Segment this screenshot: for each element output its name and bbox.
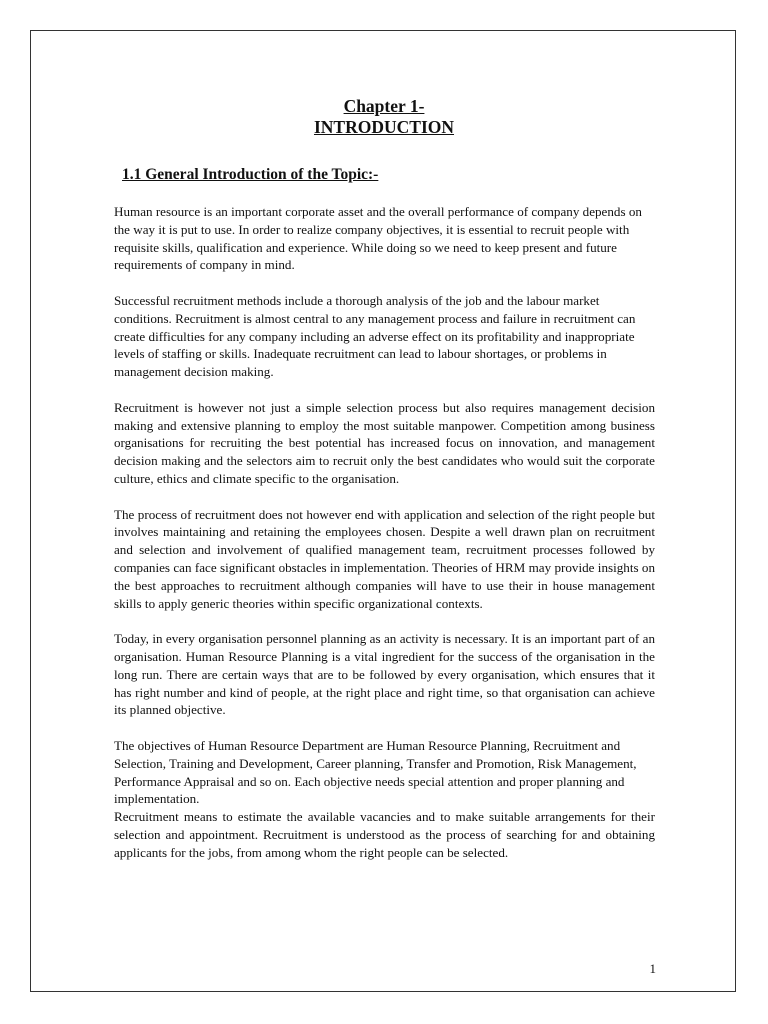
page-number: 1 (649, 961, 656, 976)
chapter-title: INTRODUCTION (313, 117, 455, 137)
paragraph-7: Recruitment means to estimate the available vacancies and to make suitable arrangements for their selection and appointment. Recruitment is understood as the process of searching for and obtaining applicants for the jobs, from among whom the right people can be selected. (114, 809, 655, 860)
paragraph-3: Recruitment is however not just a simple selection process but also requires management decision making and extensive planning to employ the most suitable manpower. Competition among business organisations for recruiting the best potential has increased focus on innovation, and management decision making and the selectors aim to recruit only the best candidates who would suit the corporate culture, ethics and climate specific to the organisation. (114, 399, 655, 486)
section-heading: 1.1 General Introduction of the Topic:- (122, 166, 379, 183)
paragraph-5: Today, in every organisation personnel planning as an activity is necessary. It is an important part of an organisation. Human Resource Planning is a vital ingredient for the success of the organisation in the long run. There are certain ways that are to be followed by every organisation, which ensures that it has right number and kind of people, at the right place and right time, so that organisation can achieve its planned objective. (114, 631, 655, 718)
paragraph-6: The objectives of Human Resource Department are Human Resource Planning, Recruitment and Selection, Training and Development, Career planning, Transfer and Promotion, Risk Management, Performance Appraisal and so on. Each objective needs special attention and proper planning and implementation. (114, 737, 637, 807)
paragraph-4: The process of recruitment does not however end with application and selection of the right people but involves maintaining and retaining the employees chosen. Despite a well drawn plan on recruitment and selection and involvement of qualified management team, recruitment processes followed by companies can face significant obstacles in implementation. Theories of HRM may provide insights on the best approaches to recruitment although companies will have to use their in house management skills to apply generic theories within specific organizational contexts. (114, 506, 655, 611)
paragraph-2: Successful recruitment methods include a thorough analysis of the job and the labour market conditions. Recruitment is almost central to any management process and failure in recruitment can create difficulties for any company including an adverse effect on its profitability and inappropriate levels of staffing or skills. Inadequate recruitment can lead to labour shortages, or problems in management decision making. (114, 292, 636, 380)
body-text (114, 203, 655, 861)
chapter-label: Chapter 1- (343, 96, 425, 116)
paragraph-1: Human resource is an important corporate asset and the overall performance of company depends on the way it is put to use. In order to realize company objectives, it is essential to recruit people with requisite skills, qualification and experience. While doing so we need to keep present and future requirements of company in mind. (114, 204, 642, 273)
chapter-heading (0, 96, 768, 138)
